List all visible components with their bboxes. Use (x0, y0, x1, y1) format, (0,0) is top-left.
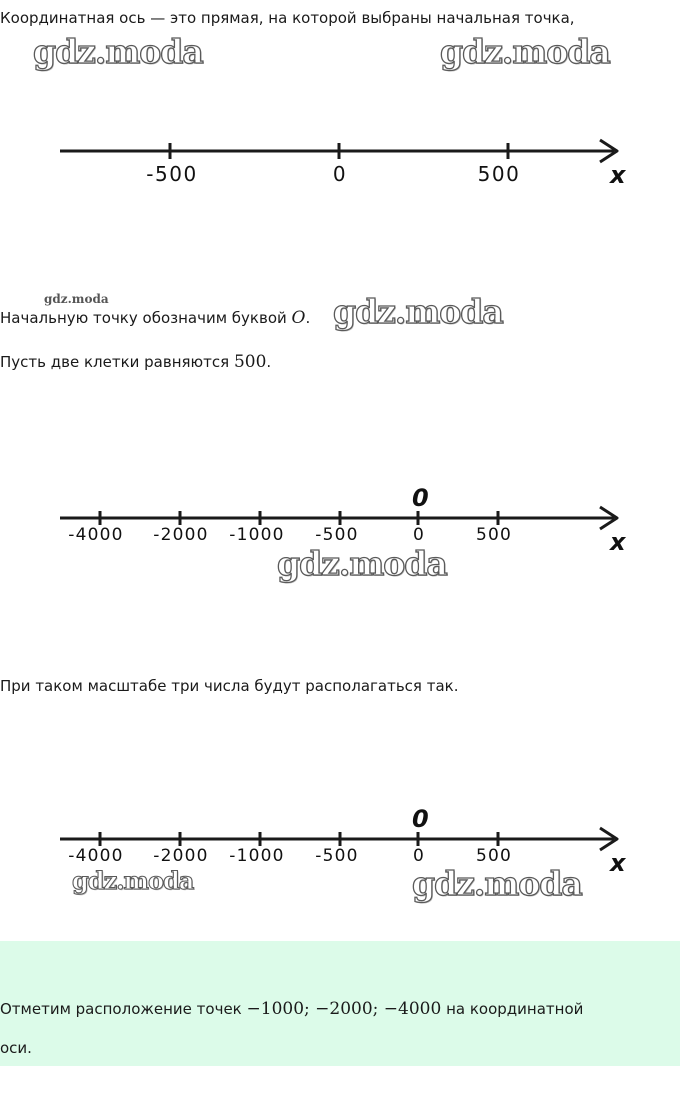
tick-label: -2000 (153, 846, 209, 866)
callout-math-points: −1000; −2000; −4000 (246, 999, 442, 1019)
tick-label: -500 (146, 162, 198, 186)
tick-label: 500 (477, 162, 521, 186)
tick-label: 0 (412, 525, 426, 545)
tick-label: 0 (332, 162, 348, 186)
watermark-logo: gdz.moda (333, 292, 503, 331)
watermark-logo: gdz.moda (72, 866, 194, 895)
watermark-logo: gdz.moda (277, 544, 447, 583)
watermark-logo: gdz.moda (44, 292, 109, 306)
tick-label: -1000 (229, 846, 285, 866)
axis-name: x (610, 161, 626, 189)
paragraph-scale-text: Пусть две клетки равняются (0, 353, 230, 371)
callout-text-after: на координатной (446, 1000, 584, 1018)
tick-label: 0 (412, 846, 426, 866)
paragraph-origin-text: Начальную точку обозначим буквой (0, 309, 287, 327)
tick-label: -4000 (68, 525, 124, 545)
tick-label: -500 (315, 525, 359, 545)
answer-callout (0, 941, 680, 1066)
period: . (266, 353, 272, 371)
watermark-logo: gdz.moda (33, 32, 203, 71)
tick-label: -2000 (153, 525, 209, 545)
watermark-logo: gdz.moda (412, 864, 582, 903)
tick-label: -1000 (229, 525, 285, 545)
axis-name: x (610, 528, 626, 556)
origin-name: 0 (412, 484, 429, 512)
period: . (305, 309, 311, 327)
paragraph-scale (0, 352, 271, 372)
paragraph-intro: Координатная ось — это прямая, на которой выбраны начальная точка, (0, 9, 575, 27)
math-500: 500 (233, 352, 267, 372)
number-line-1 (0, 130, 680, 210)
paragraph-placement: При таком масштабе три числа будут располагаться так. (0, 677, 459, 695)
callout-line-2: оси. (0, 1039, 32, 1057)
paragraph-origin (0, 308, 310, 328)
origin-name: 0 (412, 805, 429, 833)
tick-label: -4000 (68, 846, 124, 866)
tick-label: -500 (315, 846, 359, 866)
callout-line-1 (0, 999, 583, 1019)
math-letter-o: O (291, 308, 306, 328)
watermark-logo: gdz.moda (440, 32, 610, 71)
tick-label: 500 (475, 846, 513, 866)
tick-label: 500 (475, 525, 513, 545)
axis-name: x (610, 849, 626, 877)
callout-text-before: Отметим расположение точек (0, 1000, 242, 1018)
